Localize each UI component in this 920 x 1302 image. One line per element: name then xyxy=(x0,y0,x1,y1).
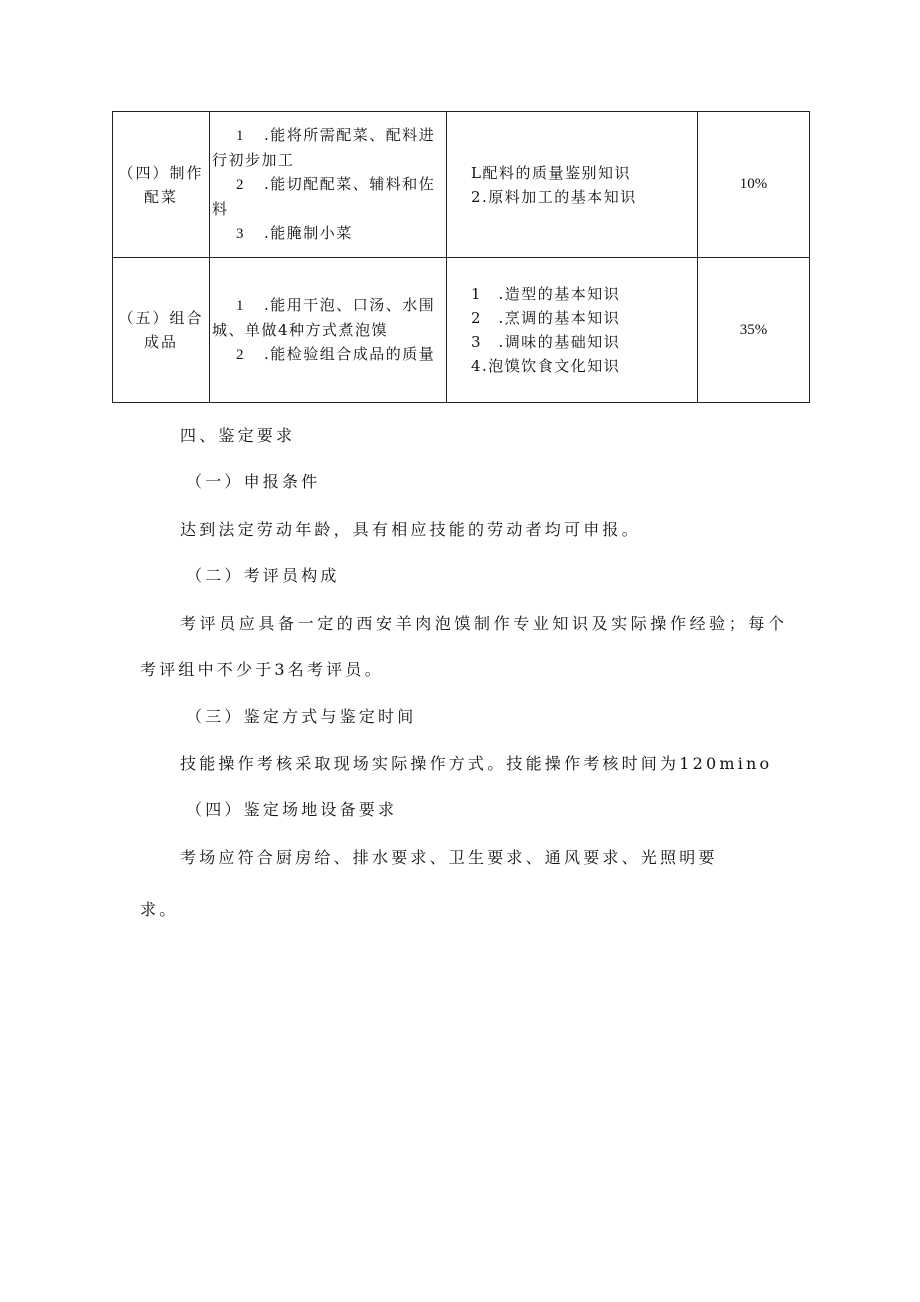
subsection-title: （四）鉴定场地设备要求 xyxy=(186,800,398,819)
knowledge-item: 2.原料加工的基本知识 xyxy=(471,187,637,206)
skill-item: 1 .能用干泡、口汤、水围城、单做4种方式煮泡馍 xyxy=(212,296,436,339)
paragraph: 考场应符合厨房给、排水要求、卫生要求、通风要求、光照明要 xyxy=(180,848,718,867)
paragraph: 求。 xyxy=(140,900,179,919)
skill-requirements-cell xyxy=(210,112,447,258)
subsection-title: （二）考评员构成 xyxy=(186,566,340,585)
paragraph: 考评员应具备一定的西安羊肉泡馍制作专业知识及实际操作经验；每个 xyxy=(180,614,788,633)
section-heading: 四、鉴定要求 xyxy=(180,426,296,445)
skill-item: 2 .能切配配菜、辅料和佐料 xyxy=(212,175,436,218)
subsection-title: （一）申报条件 xyxy=(186,472,321,491)
knowledge-item: 4.泡馍饮食文化知识 xyxy=(471,357,621,375)
knowledge-item: 3 .调味的基础知识 xyxy=(471,333,621,351)
skill-item: 2 .能检验组合成品的质量 xyxy=(236,345,436,363)
category-label: （四）制作 配菜 xyxy=(118,163,204,206)
skill-item: 3 .能腌制小菜 xyxy=(236,224,353,242)
knowledge-cell xyxy=(447,112,698,258)
category-cell xyxy=(113,112,210,258)
table-row xyxy=(113,258,810,403)
paragraph: 考评组中不少于3名考评员。 xyxy=(140,660,384,679)
weight-cell: 35% xyxy=(698,258,810,403)
knowledge-item: 2 .烹调的基本知识 xyxy=(471,309,621,327)
category-label: （五）组合 成品 xyxy=(118,309,204,351)
table-row xyxy=(113,112,810,258)
knowledge-item: L配料的质量鉴别知识 xyxy=(471,163,631,182)
skill-item: 1 .能将所需配菜、配料进行初步加工 xyxy=(212,126,436,169)
knowledge-item: 1 .造型的基本知识 xyxy=(471,285,621,303)
knowledge-cell xyxy=(447,258,698,403)
paragraph: 达到法定劳动年龄，具有相应技能的劳动者均可申报。 xyxy=(180,520,641,539)
skills-table xyxy=(112,111,810,403)
category-cell xyxy=(113,258,210,403)
weight-cell: 10% xyxy=(698,112,810,258)
skill-requirements-cell xyxy=(210,258,447,403)
subsection-title: （三）鉴定方式与鉴定时间 xyxy=(186,707,417,726)
paragraph: 技能操作考核采取现场实际操作方式。技能操作考核时间为120mino xyxy=(180,754,773,773)
